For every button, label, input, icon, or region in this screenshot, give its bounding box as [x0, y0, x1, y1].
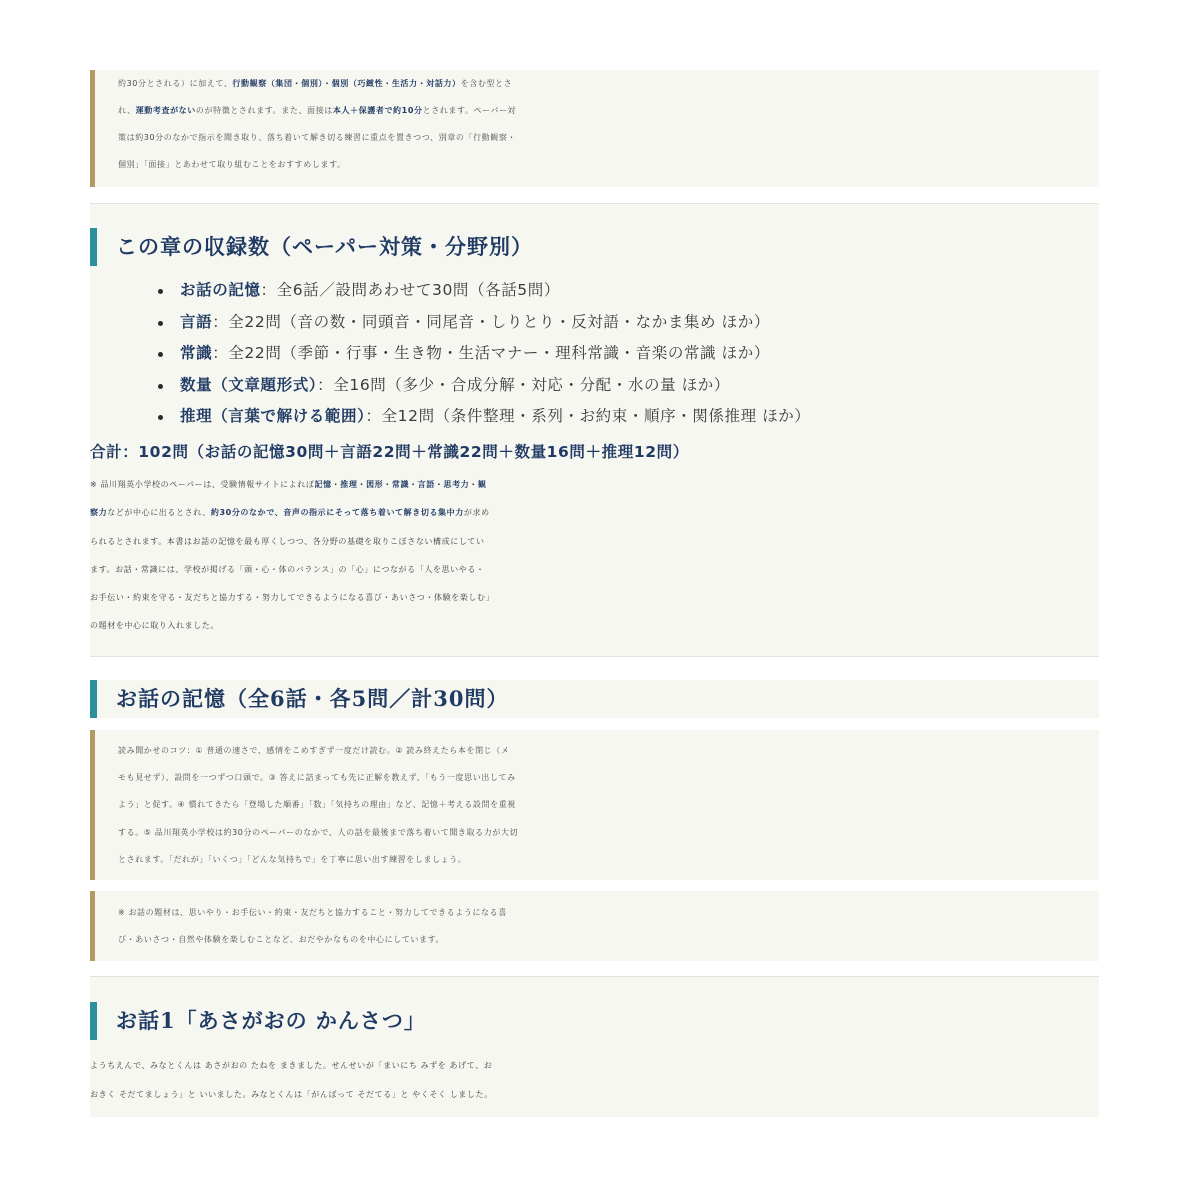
story1-body [90, 1051, 1099, 1109]
article-page [90, 0, 1099, 1190]
count-text: ：全22問（季節・行事・生き物・生活マナー・理科常識・音楽の常識 ほか） [212, 344, 770, 362]
remark-text: ※ 品川翔英小学校のペーパーは、受験情報サイトによれば [90, 480, 315, 489]
tips-line: する。⑤ 品川翔英小学校は約30分のペーパーのなかで、人の話を最後まで落ち着いて聞き取る力が大切 [118, 827, 519, 837]
remark-line-4: ます。お話・常識には、学校が掲げる「頭・心・体のバランス」の「心」につながる「人を思いやる・ [90, 564, 485, 574]
intro-text: を含む型とさ [460, 79, 513, 88]
tips-line: モも見せず）、設問を一つずつ口頭で。③ 答えに詰まっても先に正解を教えず、「もう一度思い出してみ [118, 773, 516, 783]
counts-heading [90, 228, 1099, 266]
list-item [90, 370, 811, 402]
counts-heading-text: この章の収録数（ペーパー対策・分野別） [116, 234, 533, 259]
intro-emphasis: 行動観察（集団・個別）・個別（巧緻性・生活力・対話力） [232, 79, 461, 88]
counts-list [90, 275, 811, 433]
count-text: ：全12問（条件整理・系列・お約束・順序・関係推理 ほか） [365, 407, 811, 425]
remark-text: などが中心に出るとされ、 [107, 508, 211, 518]
intro-text: 約30分とされる）に加えて、 [118, 79, 233, 88]
memory-topic-note [90, 891, 1099, 961]
list-item [90, 338, 811, 370]
intro-emphasis: 本人＋保護者で約10分 [332, 106, 423, 115]
intro-text: とされます。ペーパー対 [422, 106, 517, 115]
intro-note [90, 70, 1099, 187]
remark-line-6: の題材を中心に取り入れました。 [90, 621, 219, 631]
intro-note-line-1 [118, 70, 1081, 97]
tips-line: とされます。「だれが」「いくつ」「どんな気持ちで」を丁寧に思い出す練習をしましょう。 [118, 854, 467, 864]
tips-line: 読み聞かせのコツ：① 普通の速さで、感情をこめすぎず一度だけ読む。② 読み終えたら本を閉じ（メ [118, 746, 510, 755]
counts-remark [90, 471, 1099, 641]
intro-note-line-2 [118, 97, 1081, 124]
intro-note-line-4: 個別」「面接」とあわせて取り組むことをおすすめします。 [118, 160, 346, 169]
counts-total: 合計：102問（お話の記憶30問＋言語22問＋常識22問＋数量16問＋推理12問） [90, 443, 689, 461]
story1-heading-text: お話1「あさがおの かんさつ」 [116, 1008, 426, 1033]
count-text: ：全16問（多少・合成分解・対応・分配・水の量 ほか） [317, 375, 731, 394]
story-line: ようちえんで、みなとくんは あさがおの たねを まきました。せんせいが「まいにち みずを あげて、お [90, 1061, 493, 1070]
count-label: 推理（言葉で解ける範囲） [180, 407, 366, 425]
memory-heading-text: お話の記憶（全6話・各5問／計30問） [116, 686, 509, 711]
memory-tips-note [90, 730, 1099, 880]
remark-line-3: られるとされます。本書はお話の記憶を最も厚くしつつ、各分野の基礎を取りこぼさない構成にしてい [90, 536, 485, 546]
remark-emphasis: 察力 [90, 508, 108, 518]
intro-emphasis: 運動考査がない [135, 106, 196, 115]
story1-heading [90, 1002, 1099, 1040]
topic-note-line: び・あいさつ・自然や体験を楽しむことなど、おだやかなものを中心にしています。 [118, 935, 445, 944]
topic-note-line: ※ お話の題材は、思いやり・お手伝い・約束・友だちと協力すること・努力してできるようになる喜 [118, 908, 507, 917]
intro-text: れ、 [118, 106, 136, 115]
story-line: おきく そだてましょう」と いいました。みなとくんは「がんばって そだてる」と やくそく しました。 [90, 1090, 493, 1099]
intro-text: のが特徴とされます。また、面接は [195, 106, 333, 115]
count-label: 数量（文章題形式） [180, 375, 318, 394]
memory-heading [90, 680, 1099, 718]
remark-line-5: お手伝い・約束を守る・友だちと協力する・努力してできるようになる喜び・あいさつ・体験を楽しむ」 [90, 593, 495, 603]
count-label: 常識 [180, 344, 213, 362]
list-item [90, 401, 811, 433]
tips-line: よう」と促す。④ 慣れてきたら「登場した順番」「数」「気持ちの理由」など、記憶＋考える設問を重視 [118, 800, 516, 810]
intro-note-line-3: 策は約30分のなかで指示を聞き取り、落ち着いて解き切る練習に重点を置きつつ、別章の「行動観察・ [118, 133, 517, 142]
list-item [90, 275, 811, 307]
remark-text: が求め [463, 508, 490, 518]
divider [90, 656, 1099, 657]
count-text: ：全22問（音の数・同頭音・同尾音・しりとり・反対語・なかま集め ほか） [212, 312, 770, 331]
remark-emphasis: 記憶・推理・図形・常識・言語・思考力・観 [314, 480, 487, 489]
list-item [90, 307, 811, 339]
remark-emphasis: 約30分のなかで、音声の指示にそって落ち着いて解き切る集中力 [210, 508, 464, 518]
count-label: 言語 [180, 312, 213, 331]
remark-line-1 [90, 471, 1099, 499]
remark-line-2 [90, 499, 1099, 527]
count-label: お話の記憶 [180, 281, 261, 299]
count-text: ：全6話／設問あわせて30問（各話5問） [260, 281, 560, 299]
